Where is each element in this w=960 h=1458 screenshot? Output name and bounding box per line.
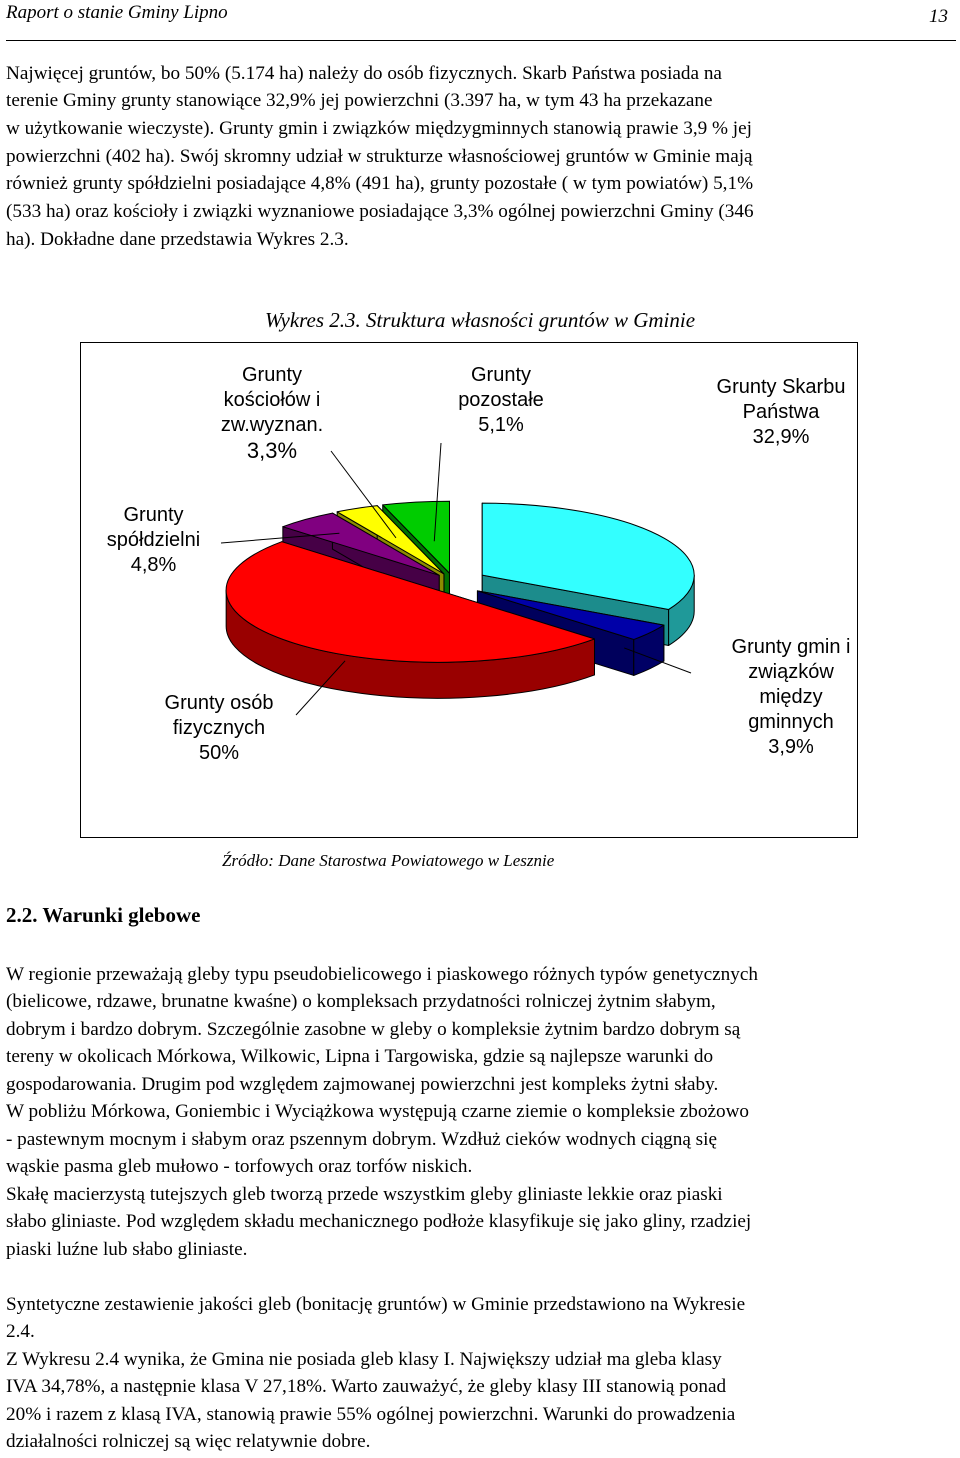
- report-title: Raport o stanie Gminy Lipno: [6, 2, 228, 23]
- text-line: Skałę macierzystą tutejszych gleb tworzą przede wszystkim gleby gliniaste lekkie oraz piaski: [6, 1184, 723, 1205]
- label-line: 50%: [198, 742, 240, 764]
- label-line: Grunty: [470, 364, 532, 386]
- text-line: Najwięcej gruntów, bo 50% (5.174 ha) należy do osób fizycznych. Skarb Państwa posiada na: [6, 63, 722, 84]
- label-line: Grunty: [123, 504, 184, 526]
- chart-source: Źródło: Dane Starostwa Powiatowego w Lesznie: [222, 851, 555, 870]
- label-line: 4,8%: [130, 554, 177, 576]
- text-line: gospodarowania. Drugim pod względem zajmowanej powierzchni jest kompleks żytni słaby.: [6, 1074, 719, 1095]
- label-line: Grunty Skarbu: [716, 376, 846, 398]
- pie-chart: [80, 342, 858, 838]
- page-number: 13: [929, 6, 948, 27]
- text-line: słabo gliniaste. Pod względem składu mechanicznego podłoże klasyfikuje się jako gliny, rzadziej: [6, 1211, 752, 1232]
- label-gminy: [706, 635, 876, 760]
- text-line: ha). Dokładne dane przedstawia Wykres 2.3.: [6, 229, 349, 250]
- label-line: pozostałe: [458, 389, 544, 411]
- text-line: IVA 34,78%, a następnie klasa V 27,18%. Warto zauważyć, że gleby klasy III stanowią ponad: [6, 1376, 727, 1397]
- text-line: (533 ha) oraz kościoły i związki wyznaniowe posiadające 3,3% ogólnej powierzchni Gminy (346: [6, 201, 754, 222]
- label-line: 3,9%: [768, 736, 814, 758]
- text-line: W regionie przeważają gleby typu pseudobielicowego i piaskowego różnych typów genetycznych: [6, 964, 758, 985]
- text-line: Z Wykresu 2.4 wynika, że Gmina nie posiada gleb klasy I. Największy udział ma gleba klasy: [6, 1349, 722, 1370]
- text-line: W pobliżu Mórkowa, Goniembic i Wyciążkowa występują czarne ziemie o kompleksie zbożowo: [6, 1101, 750, 1122]
- label-line: Grunty osób: [164, 692, 274, 714]
- text-line: (bielicowe, rdzawe, brunatne kwaśne) o kompleksach przydatności rolniczej żytnim słabym,: [6, 991, 716, 1012]
- label-osoby-fizyczne: [139, 691, 299, 766]
- text-line: 2.4.: [6, 1321, 35, 1342]
- text-line: 20% i razem z klasą IVA, stanowią prawie 55% ogólnej powierzchni. Warunki do prowadzenia: [6, 1404, 736, 1425]
- text-line: powierzchni (402 ha). Swój skromny udział w strukturze własnościowej gruntów w Gminie mają: [6, 146, 753, 167]
- section-heading: 2.2. Warunki glebowe: [6, 903, 201, 927]
- label-line: 3,3%: [246, 438, 298, 463]
- label-line: związków: [748, 661, 834, 683]
- label-pozostale: [416, 363, 586, 438]
- text-line: w użytkowanie wieczyste). Grunty gmin i związków międzygminnych stanowią prawie 3,9 % jej: [6, 118, 752, 139]
- text-line: wąskie pasma gleb mułowo - torfowych oraz torfów niskich.: [6, 1156, 473, 1177]
- label-line: fizycznych: [172, 717, 266, 739]
- label-line: Państwa: [742, 401, 820, 423]
- label-line: Grunty gmin i: [731, 636, 851, 658]
- label-spoldzielnie: [81, 503, 226, 578]
- label-skarb-panstwa: [691, 375, 871, 450]
- label-line: Grunty: [241, 364, 303, 386]
- label-line: między: [759, 686, 823, 708]
- label-line: gminnych: [748, 711, 834, 733]
- text-line: również grunty spółdzielni posiadające 4,8% (491 ha), grunty pozostałe ( w tym powiatów) 5,1%: [6, 173, 754, 194]
- text-line: piaski luźne lub słabo gliniaste.: [6, 1239, 248, 1260]
- text-line: dobrym i bardzo dobrym. Szczególnie zasobne w gleby o kompleksie żytnim bardzo dobrym są: [6, 1019, 741, 1040]
- text-line: tereny w okolicach Mórkowa, Wilkowic, Lipna i Targowiska, gdzie są najlepsze warunki do: [6, 1046, 714, 1067]
- label-line: zw.wyznan.: [220, 414, 324, 436]
- text-line: - pastewnym mocnym i słabym oraz pszennym dobrym. Wzdłuż cieków wodnych ciągną się: [6, 1129, 717, 1150]
- text-line: terenie Gminy grunty stanowiące 32,9% jej powierzchni (3.397 ha, w tym 43 ha przekazane: [6, 90, 713, 111]
- label-line: spółdzielni: [106, 529, 201, 551]
- label-line: 5,1%: [478, 414, 524, 436]
- label-line: 32,9%: [752, 426, 810, 448]
- chart-title: Wykres 2.3. Struktura własności gruntów w Gminie: [264, 308, 696, 332]
- label-koscioly: [187, 363, 357, 463]
- page-header: [6, 0, 956, 41]
- text-line: Syntetyczne zestawienie jakości gleb (bonitację gruntów) w Gminie przedstawiono na Wykresie: [6, 1294, 746, 1315]
- text-line: działalności rolniczej są więc relatywnie dobre.: [6, 1431, 371, 1452]
- label-line: kościołów i: [223, 389, 321, 411]
